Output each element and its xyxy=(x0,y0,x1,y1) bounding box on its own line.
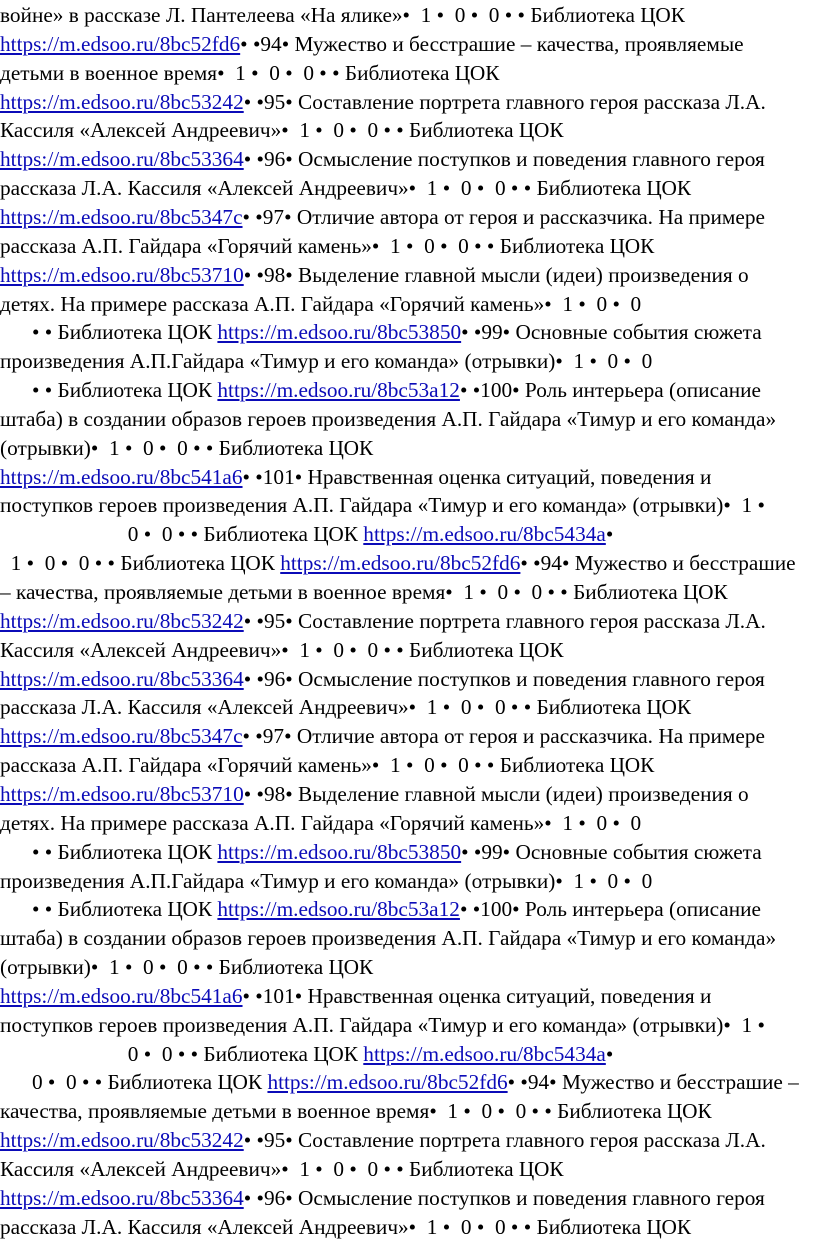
text-line xyxy=(0,694,816,720)
line-text: • •99• Основные события сюжета xyxy=(461,839,762,864)
text-line xyxy=(0,31,816,57)
text-line xyxy=(0,983,816,1009)
line-text: Кассиля «Алексей Андреевич»• 1 • 0 • 0 • • Библиотека ЦОК xyxy=(0,1157,564,1181)
line-text: рассказа А.П. Гайдара «Горячий камень»• 1 • 0 • 0 • • Библиотека ЦОК xyxy=(0,233,655,258)
text-line xyxy=(0,810,816,836)
line-text: • •101• Нравственная оценка ситуаций, поведения и xyxy=(242,464,712,489)
library-link[interactable]: https://m.edsoo.ru/8bc5347c xyxy=(0,724,243,749)
line-text: штаба) в создании образов героев произведения А.П. Гайдара «Тимур и его команда» xyxy=(0,406,777,431)
text-line xyxy=(0,550,816,576)
library-link[interactable]: https://m.edsoo.ru/8bc53a12 xyxy=(217,897,460,922)
text-line xyxy=(0,435,816,461)
text-line xyxy=(0,406,816,432)
library-link[interactable]: https://m.edsoo.ru/8bc52fd6 xyxy=(267,1070,508,1095)
line-text: • • Библиотека ЦОК xyxy=(0,897,218,922)
text-line xyxy=(0,752,816,778)
text-line xyxy=(0,117,816,143)
line-text: 0 • 0 • • Библиотека ЦОК xyxy=(0,1041,364,1066)
library-link[interactable]: https://m.edsoo.ru/8bc53a12 xyxy=(217,378,460,403)
text-line xyxy=(0,464,816,490)
line-text: • •100• Роль интерьера (описание xyxy=(459,897,761,922)
line-text: 1 • 0 • 0 • • Библиотека ЦОК xyxy=(0,551,281,576)
text-line xyxy=(0,666,816,692)
line-text: поступков героев произведения А.П. Гайдара «Тимур и его команда» (отрывки)• 1 • xyxy=(0,1012,765,1037)
line-text: 0 • 0 • • Библиотека ЦОК xyxy=(0,522,364,547)
line-text: (отрывки)• 1 • 0 • 0 • • Библиотека ЦОК xyxy=(0,955,374,980)
line-text: рассказа Л.А. Кассиля «Алексей Андреевич»• 1 • 0 • 0 • • Библиотека ЦОК xyxy=(0,176,692,201)
line-text: Кассиля «Алексей Андреевич»• 1 • 0 • 0 • • Библиотека ЦОК xyxy=(0,637,564,662)
text-line xyxy=(0,781,816,807)
line-text: – качества, проявляемые детьми в военное время• 1 • 0 • 0 • • Библиотека ЦОК xyxy=(0,580,728,604)
text-line xyxy=(0,925,816,951)
text-line xyxy=(0,492,816,518)
text-line xyxy=(0,89,816,115)
text-line xyxy=(0,896,816,922)
line-text: • •95• Составление портрета главного героя рассказа Л.А. xyxy=(243,608,766,633)
line-text: • •99• Основные события сюжета xyxy=(461,320,762,345)
text-line xyxy=(0,1156,816,1182)
text-line xyxy=(0,521,816,547)
line-text: Кассиля «Алексей Андреевич»• 1 • 0 • 0 • • Библиотека ЦОК xyxy=(0,118,564,143)
text-line xyxy=(0,1185,816,1211)
line-text: • •94• Мужество и бесстрашие – качества, проявляемые xyxy=(240,31,744,56)
text-line xyxy=(0,377,816,403)
line-text: войне» в рассказе Л. Пантелеева «На ялике»• 1 • 0 • 0 • • Библиотека ЦОК xyxy=(0,3,685,27)
line-text: • •94• Мужество и бесстрашие – xyxy=(507,1070,799,1095)
text-line xyxy=(0,637,816,663)
library-link[interactable]: https://m.edsoo.ru/8bc53850 xyxy=(217,320,462,345)
text-line xyxy=(0,1041,816,1067)
line-text: рассказа Л.А. Кассиля «Алексей Андреевич»• 1 • 0 • 0 • • Библиотека ЦОК xyxy=(0,695,692,720)
line-text: • • Библиотека ЦОК xyxy=(0,320,218,345)
library-link[interactable]: https://m.edsoo.ru/8bc53242 xyxy=(0,608,244,633)
text-line xyxy=(0,954,816,980)
line-text: рассказа А.П. Гайдара «Горячий камень»• 1 • 0 • 0 • • Библиотека ЦОК xyxy=(0,753,655,778)
text-line xyxy=(0,262,816,288)
line-text: произведения А.П.Гайдара «Тимур и его команда» (отрывки)• 1 • 0 • 0 xyxy=(0,868,653,893)
library-link[interactable]: https://m.edsoo.ru/8bc53710 xyxy=(0,262,244,287)
line-text: произведения А.П.Гайдара «Тимур и его команда» (отрывки)• 1 • 0 • 0 xyxy=(0,349,653,374)
line-text: качества, проявляемые детьми в военное время• 1 • 0 • 0 • • Библиотека ЦОК xyxy=(0,1099,712,1124)
text-line xyxy=(0,1098,816,1124)
line-text: детях. На примере рассказа А.П. Гайдара «Горячий камень»• 1 • 0 • 0 xyxy=(0,810,642,835)
library-link[interactable]: https://m.edsoo.ru/8bc53364 xyxy=(0,1185,244,1210)
text-line xyxy=(0,146,816,172)
line-text: • •96• Осмысление поступков и поведения главного героя xyxy=(243,147,765,172)
library-link[interactable]: https://m.edsoo.ru/8bc53710 xyxy=(0,781,244,806)
line-text: • •100• Роль интерьера (описание xyxy=(459,378,761,403)
line-text: • •96• Осмысление поступков и поведения главного героя xyxy=(243,666,765,691)
text-line xyxy=(0,175,816,201)
line-text: рассказа Л.А. Кассиля «Алексей Андреевич»• 1 • 0 • 0 • • Библиотека ЦОК xyxy=(0,1214,692,1239)
text-line xyxy=(0,839,816,865)
text-line xyxy=(0,1214,816,1240)
text-line xyxy=(0,60,816,86)
line-text: детьми в военное время• 1 • 0 • 0 • • Библиотека ЦОК xyxy=(0,60,500,85)
library-link[interactable]: https://m.edsoo.ru/8bc53850 xyxy=(217,839,462,864)
line-text: поступков героев произведения А.П. Гайдара «Тимур и его команда» (отрывки)• 1 • xyxy=(0,493,765,518)
text-line xyxy=(0,1012,816,1038)
library-link[interactable]: https://m.edsoo.ru/8bc52fd6 xyxy=(280,551,521,576)
text-line xyxy=(0,868,816,894)
text-line xyxy=(0,723,816,749)
text-line xyxy=(0,1069,816,1095)
line-text: • •94• Мужество и бесстрашие xyxy=(520,551,796,576)
text-line xyxy=(0,233,816,259)
text-line xyxy=(0,579,816,605)
text-line xyxy=(0,1127,816,1153)
text-line xyxy=(0,2,816,28)
line-text: • •97• Отличие автора от героя и рассказчика. На примере xyxy=(242,724,765,749)
line-text: • xyxy=(605,522,614,547)
line-text: • •101• Нравственная оценка ситуаций, поведения и xyxy=(242,983,712,1008)
line-text: (отрывки)• 1 • 0 • 0 • • Библиотека ЦОК xyxy=(0,435,374,460)
library-link[interactable]: https://m.edsoo.ru/8bc541a6 xyxy=(0,983,243,1008)
line-text: детях. На примере рассказа А.П. Гайдара «Горячий камень»• 1 • 0 • 0 xyxy=(0,291,642,316)
line-text: • •97• Отличие автора от героя и рассказчика. На примере xyxy=(242,204,765,229)
library-link[interactable]: https://m.edsoo.ru/8bc53364 xyxy=(0,147,244,172)
library-link[interactable]: https://m.edsoo.ru/8bc5434a xyxy=(363,522,606,547)
line-text: • • Библиотека ЦОК xyxy=(0,839,218,864)
line-text: • xyxy=(605,1041,614,1066)
library-link[interactable]: https://m.edsoo.ru/8bc5434a xyxy=(363,1041,606,1066)
text-line xyxy=(0,348,816,374)
library-link[interactable]: https://m.edsoo.ru/8bc53242 xyxy=(0,1128,244,1153)
line-text: • •96• Осмысление поступков и поведения главного героя xyxy=(243,1185,765,1210)
line-text: • •98• Выделение главной мысли (идеи) произведения о xyxy=(243,262,749,287)
library-link[interactable]: https://m.edsoo.ru/8bc52fd6 xyxy=(0,31,241,56)
text-line xyxy=(0,319,816,345)
line-text: 0 • 0 • • Библиотека ЦОК xyxy=(0,1070,268,1095)
text-line xyxy=(0,204,816,230)
line-text: • • Библиотека ЦОК xyxy=(0,378,218,403)
text-line xyxy=(0,291,816,317)
library-link[interactable]: https://m.edsoo.ru/8bc541a6 xyxy=(0,464,243,489)
line-text: • •98• Выделение главной мысли (идеи) произведения о xyxy=(243,781,749,806)
library-link[interactable]: https://m.edsoo.ru/8bc53242 xyxy=(0,89,244,114)
line-text: штаба) в создании образов героев произведения А.П. Гайдара «Тимур и его команда» xyxy=(0,926,777,951)
library-link[interactable]: https://m.edsoo.ru/8bc53364 xyxy=(0,666,244,691)
text-line xyxy=(0,608,816,634)
library-link[interactable]: https://m.edsoo.ru/8bc5347c xyxy=(0,204,243,229)
line-text: • •95• Составление портрета главного героя рассказа Л.А. xyxy=(243,1128,766,1153)
line-text: • •95• Составление портрета главного героя рассказа Л.А. xyxy=(243,89,766,114)
